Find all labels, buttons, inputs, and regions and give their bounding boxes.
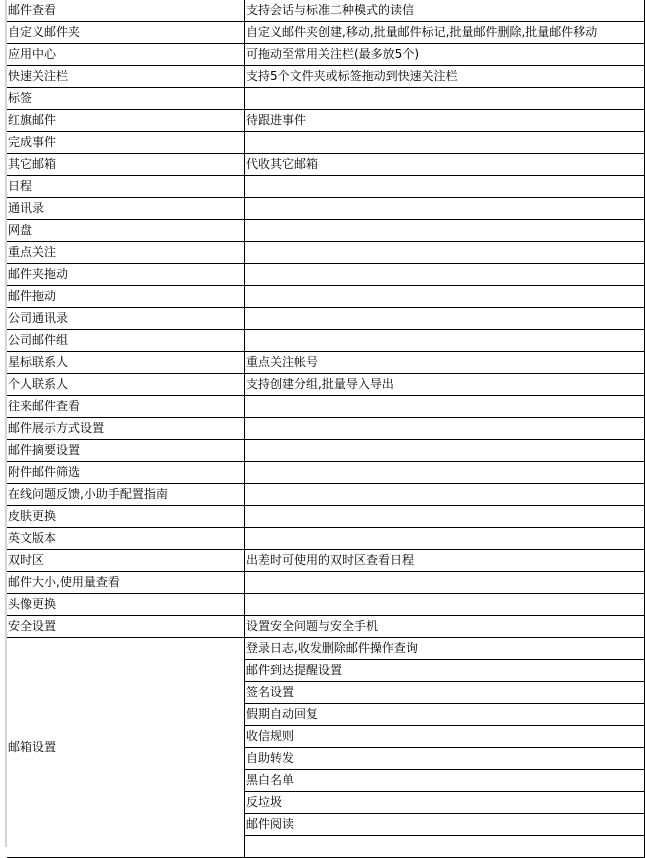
table-row — [7, 594, 645, 616]
feature-cell: 网盘 — [7, 220, 245, 242]
feature-cell: 标签 — [7, 88, 245, 110]
description-cell — [245, 528, 645, 550]
table-row — [7, 286, 645, 308]
feature-cell: 在线问题反馈,小助手配置指南 — [7, 484, 245, 506]
table-row — [7, 352, 645, 374]
feature-cell: 完成事件 — [7, 132, 245, 154]
table-row — [7, 242, 645, 264]
feature-table — [7, 0, 645, 858]
description-cell: 邮件阅读 — [245, 814, 645, 836]
table-row — [7, 66, 645, 88]
description-cell — [245, 264, 645, 286]
description-cell — [245, 418, 645, 440]
feature-cell: 红旗邮件 — [7, 110, 245, 132]
feature-cell: 头像更换 — [7, 594, 245, 616]
table-row — [7, 110, 645, 132]
description-cell — [245, 242, 645, 264]
description-cell — [245, 198, 645, 220]
description-cell: 反垃圾 — [245, 792, 645, 814]
table-row — [7, 264, 645, 286]
table-row — [7, 330, 645, 352]
table-row — [7, 22, 645, 44]
feature-cell: 自定义邮件夹 — [7, 22, 245, 44]
description-cell: 签名设置 — [245, 682, 645, 704]
table-row — [7, 198, 645, 220]
feature-cell: 公司通讯录 — [7, 308, 245, 330]
description-cell: 登录日志,收发删除邮件操作查询 — [245, 638, 645, 660]
feature-cell: 其它邮箱 — [7, 154, 245, 176]
table-row — [7, 132, 645, 154]
feature-table-body — [7, 0, 645, 858]
description-cell: 出差时可使用的双时区查看日程 — [245, 550, 645, 572]
description-cell: 设置安全问题与安全手机 — [245, 616, 645, 638]
description-cell: 待跟进事件 — [245, 110, 645, 132]
table-row — [7, 0, 645, 22]
description-cell — [245, 286, 645, 308]
table-row — [7, 462, 645, 484]
description-cell: 收信规则 — [245, 726, 645, 748]
feature-cell: 邮件展示方式设置 — [7, 418, 245, 440]
description-cell — [245, 176, 645, 198]
description-cell — [245, 396, 645, 418]
description-cell — [245, 594, 645, 616]
feature-cell: 个人联系人 — [7, 374, 245, 396]
description-cell: 代收其它邮箱 — [245, 154, 645, 176]
feature-cell: 快速关注栏 — [7, 66, 245, 88]
table-row — [7, 528, 645, 550]
table-row — [7, 44, 645, 66]
feature-cell: 公司邮件组 — [7, 330, 245, 352]
description-cell: 可拖动至常用关注栏(最多放5个) — [245, 44, 645, 66]
description-cell — [245, 572, 645, 594]
merged-feature-cell: 邮箱设置 — [7, 638, 245, 858]
feature-cell: 邮件拖动 — [7, 286, 245, 308]
feature-cell: 星标联系人 — [7, 352, 245, 374]
table-row — [7, 308, 645, 330]
feature-cell: 应用中心 — [7, 44, 245, 66]
description-cell — [245, 88, 645, 110]
table-row — [7, 616, 645, 638]
description-cell — [245, 484, 645, 506]
description-cell — [245, 132, 645, 154]
table-row — [7, 220, 645, 242]
feature-cell: 皮肤更换 — [7, 506, 245, 528]
description-cell: 自助转发 — [245, 748, 645, 770]
feature-cell: 附件邮件筛选 — [7, 462, 245, 484]
description-cell — [245, 506, 645, 528]
feature-cell: 邮件查看 — [7, 0, 245, 22]
table-row — [7, 638, 645, 660]
description-cell: 自定义邮件夹创建,移动,批量邮件标记,批量邮件删除,批量邮件移动 — [245, 22, 645, 44]
table-row — [7, 374, 645, 396]
table-row — [7, 396, 645, 418]
table-row — [7, 506, 645, 528]
description-cell — [245, 462, 645, 484]
description-cell: 重点关注帐号 — [245, 352, 645, 374]
feature-cell: 双时区 — [7, 550, 245, 572]
feature-cell: 日程 — [7, 176, 245, 198]
feature-cell: 邮件夹拖动 — [7, 264, 245, 286]
feature-cell: 邮件摘要设置 — [7, 440, 245, 462]
table-row — [7, 440, 645, 462]
table-row — [7, 550, 645, 572]
feature-cell: 往来邮件查看 — [7, 396, 245, 418]
feature-cell: 英文版本 — [7, 528, 245, 550]
description-cell — [245, 440, 645, 462]
table-row — [7, 154, 645, 176]
feature-cell: 重点关注 — [7, 242, 245, 264]
description-cell: 假期自动回复 — [245, 704, 645, 726]
table-row — [7, 418, 645, 440]
table-row — [7, 484, 645, 506]
description-cell — [245, 220, 645, 242]
description-cell: 邮件到达提醒设置 — [245, 660, 645, 682]
feature-cell: 安全设置 — [7, 616, 245, 638]
table-row — [7, 572, 645, 594]
description-cell: 支持5个文件夹或标签拖动到快速关注栏 — [245, 66, 645, 88]
feature-cell: 邮件大小,使用量查看 — [7, 572, 245, 594]
description-cell: 黑白名单 — [245, 770, 645, 792]
description-cell — [245, 308, 645, 330]
description-cell: 支持创建分组,批量导入导出 — [245, 374, 645, 396]
description-cell — [245, 330, 645, 352]
table-row — [7, 88, 645, 110]
description-cell: 支持会话与标准二种模式的读信 — [245, 0, 645, 22]
feature-cell: 通讯录 — [7, 198, 245, 220]
table-row — [7, 176, 645, 198]
